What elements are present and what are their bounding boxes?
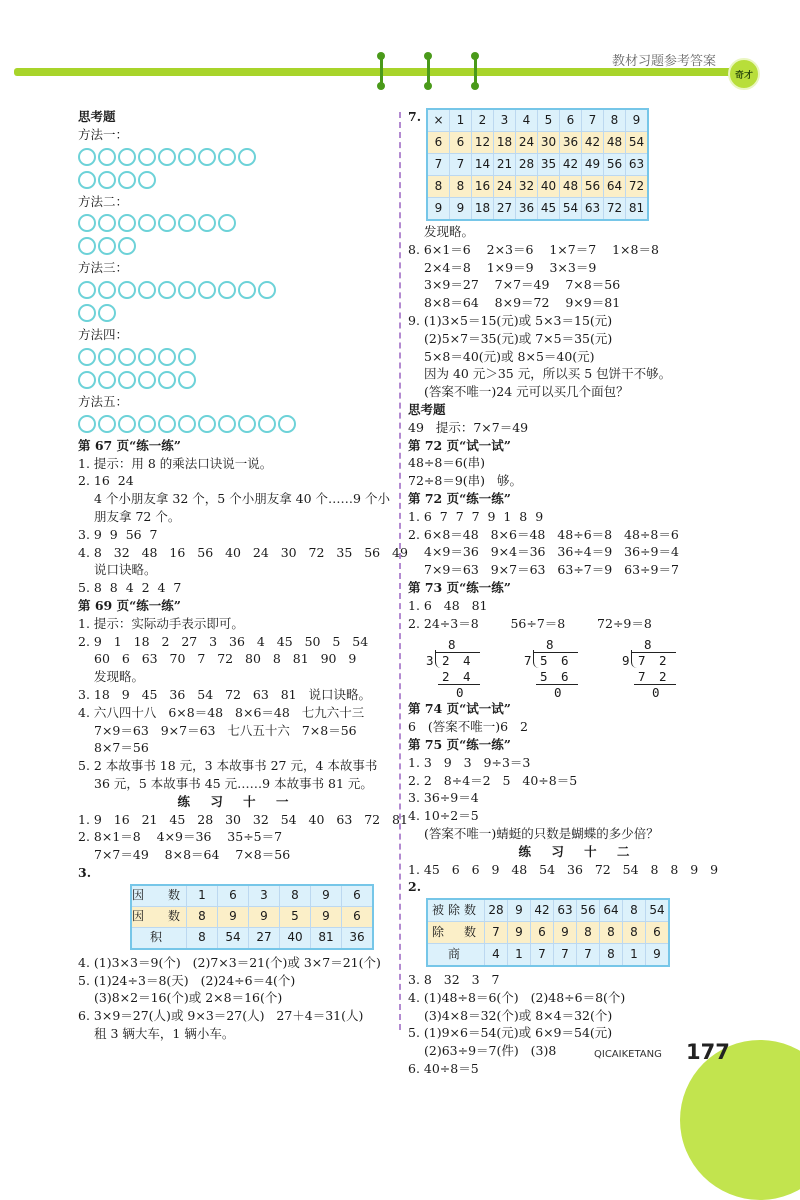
table-cell: 6 (450, 132, 472, 154)
circle-methods (78, 126, 396, 434)
answer-line: 2. 9 1 18 2 27 3 36 4 45 50 5 54 (78, 633, 369, 649)
answer-line: 6 (答案不唯一)6 2 (408, 719, 528, 735)
table-cell: 9 (508, 922, 531, 944)
table-row (427, 922, 669, 944)
circle-icon (118, 415, 136, 433)
multiplication-table (426, 108, 649, 221)
subtrahend: 7 2 (638, 669, 670, 685)
table-row (427, 154, 648, 176)
circle-icon (138, 348, 156, 366)
circle-icon (98, 304, 116, 322)
left-column (78, 108, 408, 1043)
circle-icon (198, 415, 216, 433)
table-cell: 7 (485, 922, 508, 944)
table-cell: 5 (538, 109, 560, 132)
answer-line: 49 提示：7×7＝49 (408, 419, 529, 435)
table-cell: 3 (249, 885, 280, 907)
table-cell: 36 (560, 132, 582, 154)
circle-icon (138, 371, 156, 389)
answer-line: (3)8×2＝16(个)或 2×8＝16(个) (94, 990, 283, 1006)
table-cell: 1 (187, 885, 218, 907)
circle-icon (98, 348, 116, 366)
header-rule (14, 68, 754, 76)
answer-line: 发现略。 (424, 224, 475, 239)
table-cell: 36 (516, 198, 538, 221)
answer-line: 4. 8 32 48 16 56 40 24 30 72 35 56 49 (78, 544, 408, 560)
answer-line: 2. 6×8＝48 8×6＝48 48÷6＝8 48÷8＝6 (408, 526, 679, 542)
table-cell: 8 (604, 109, 626, 132)
table-cell: 2 (472, 109, 494, 132)
table-cell: 42 (531, 899, 554, 922)
table-cell: 3 (494, 109, 516, 132)
circle-icon (78, 237, 96, 255)
table-cell: 7 (582, 109, 604, 132)
binder-pin-icon (472, 52, 478, 90)
table-cell: 8 (427, 176, 450, 198)
table-cell: 积 (131, 927, 187, 949)
answer-line: 2. 8×1＝8 4×9＝36 35÷5＝7 (78, 829, 283, 845)
table-cell: 1 (508, 944, 531, 967)
table-cell: 30 (538, 132, 560, 154)
circle-icon (118, 171, 136, 189)
circle-icon (198, 281, 216, 299)
table-cell: 4 (516, 109, 538, 132)
answer-line: 发现略。 (94, 669, 145, 685)
answer-line: 2. 24÷3＝8 56÷7＝8 72÷9＝8 (408, 615, 652, 631)
circle-icon (158, 148, 176, 166)
table-cell: 8 (577, 922, 600, 944)
answer-line: 1. 6 48 81 (408, 597, 488, 613)
table-cell: 8 (280, 885, 311, 907)
table-cell: 27 (249, 927, 280, 949)
section-title: 第 69 页“练一练” (78, 597, 181, 613)
table-cell: 12 (472, 132, 494, 154)
circle-row (78, 347, 396, 367)
table-cell: 64 (600, 899, 623, 922)
circle-icon (138, 171, 156, 189)
answer-line: 36 元，5 本故事书 45 元……9 本故事书 81 元。 (94, 775, 373, 791)
circle-icon (98, 415, 116, 433)
answer-line: 8×8＝64 8×9＝72 9×9＝81 (424, 295, 621, 311)
table-cell: 32 (516, 176, 538, 198)
circle-icon (238, 415, 256, 433)
circle-icon (118, 237, 136, 255)
section-title: 练 习 十 二 (518, 843, 638, 859)
circle-icon (98, 237, 116, 255)
subtrahend: 5 6 (540, 669, 572, 685)
circle-icon (178, 348, 196, 366)
table-cell: 35 (538, 154, 560, 176)
circle-icon (138, 415, 156, 433)
circle-icon (98, 148, 116, 166)
table-cell: 72 (604, 198, 626, 221)
answer-line: 2×4＝8 1×9＝9 3×3＝9 (424, 259, 597, 275)
answer-line: 3×9＝27 7×7＝49 7×8＝56 (424, 277, 621, 293)
table-cell: 8 (187, 906, 218, 927)
table-row (131, 906, 373, 927)
circle-row (78, 236, 396, 256)
table-cell: 64 (604, 176, 626, 198)
circle-icon (158, 415, 176, 433)
circle-icon (158, 281, 176, 299)
table-cell: 24 (494, 176, 516, 198)
table-cell: 1 (623, 944, 646, 967)
circle-icon (78, 281, 96, 299)
answer-line: (2)63÷9＝7(件) (3)8 (424, 1043, 557, 1059)
long-division (622, 636, 682, 701)
divisor: 7 (524, 653, 532, 669)
answer-line: 72÷8＝9(串) 够。 (408, 473, 522, 489)
quotient: 8 (448, 637, 459, 653)
footer-brand: QICAIKETANG (594, 1049, 662, 1060)
table-cell: 63 (582, 198, 604, 221)
table-cell: 40 (280, 927, 311, 949)
page-number: 177 (686, 1040, 730, 1064)
table-cell: 54 (646, 899, 670, 922)
table-cell: 因 数 (131, 885, 187, 907)
circle-icon (258, 281, 276, 299)
table-cell: 9 (450, 198, 472, 221)
table-cell: 56 (577, 899, 600, 922)
answer-line: 5. 2 本故事书 18 元，3 本故事书 27 元，4 本故事书 (78, 758, 378, 774)
answer-line: 5. 8 8 4 2 4 7 (78, 580, 182, 596)
answer-line: 6. 40÷8＝5 (408, 1061, 479, 1077)
circle-icon (98, 214, 116, 232)
circle-icon (78, 214, 96, 232)
answer-line: 1. 45 6 6 9 48 54 36 72 54 8 8 9 9 (408, 861, 719, 877)
table-cell: 6 (560, 109, 582, 132)
table-cell: 9 (646, 944, 670, 967)
table-cell: 27 (494, 198, 516, 221)
circle-icon (98, 371, 116, 389)
table-row (427, 944, 669, 967)
divisor: 9 (622, 653, 630, 669)
question-number: 7. (408, 109, 422, 124)
table-cell: 7 (450, 154, 472, 176)
answer-line: 4 个小朋友拿 32 个，5 个小朋友拿 40 个……9 个小 (94, 491, 390, 507)
circle-icon (118, 371, 136, 389)
section-title: 第 72 页“练一练” (408, 490, 511, 506)
answer-line: 4. 六八四十八 6×8＝48 8×6＝48 七九六十三 (78, 704, 365, 720)
circle-icon (218, 281, 236, 299)
long-division (426, 636, 486, 701)
table-cell: 4 (485, 944, 508, 967)
circle-icon (118, 148, 136, 166)
circle-icon (78, 415, 96, 433)
table-cell: 7 (577, 944, 600, 967)
section-title: 第 74 页“试一试” (408, 701, 511, 717)
division-table (426, 898, 670, 967)
page-header-title: 教材习题参考答案 (612, 54, 717, 69)
answer-line: 说口诀略。 (94, 562, 157, 578)
table-row (427, 109, 648, 132)
answer-line: 朋友拿 72 个。 (94, 508, 181, 524)
circle-icon (78, 148, 96, 166)
table-cell: 81 (311, 927, 342, 949)
answer-line: 1. 6 7 7 7 9 1 8 9 (408, 508, 544, 524)
brand-logo-icon: 奇才 (728, 58, 760, 90)
table-cell: 7 (531, 944, 554, 967)
circle-icon (178, 148, 196, 166)
circle-icon (258, 415, 276, 433)
section-title: 思考题 (408, 401, 446, 417)
answer-line: 48÷8＝6(串) (408, 455, 486, 471)
table-cell: 54 (560, 198, 582, 221)
table-cell: 商 (427, 944, 485, 967)
answer-line: (2)5×7＝35(元)或 7×5＝35(元) (424, 330, 613, 346)
table-cell: 18 (494, 132, 516, 154)
circle-icon (138, 214, 156, 232)
table-cell: 28 (516, 154, 538, 176)
table-cell: 6 (531, 922, 554, 944)
method-label: 方法二： (78, 193, 129, 209)
table-cell: 9 (626, 109, 649, 132)
answer-line: 5×8＝40(元)或 8×5＝40(元) (424, 348, 595, 364)
circle-icon (278, 415, 296, 433)
answer-line: 8. 6×1＝6 2×3＝6 1×7＝7 1×8＝8 (408, 241, 659, 257)
circle-icon (78, 348, 96, 366)
factor-product-table (130, 884, 374, 950)
answer-line: (答案不唯一)蜻蜓的只数是蝴蝶的多少倍？ (424, 825, 659, 841)
answer-line: 2. 2 8÷4＝2 5 40÷8＝5 (408, 772, 578, 788)
section-title: 练 习 十 一 (177, 793, 297, 809)
table-row (427, 198, 648, 221)
table-cell: 36 (342, 927, 374, 949)
circle-icon (158, 371, 176, 389)
answer-line: 4. (1)3×3＝9(个) (2)7×3＝21(个)或 3×7＝21(个) (78, 954, 381, 970)
circle-icon (118, 348, 136, 366)
table-cell: 14 (472, 154, 494, 176)
section-title: 第 75 页“练一练” (408, 736, 511, 752)
column-divider (399, 112, 401, 1030)
table-cell: 6 (342, 906, 374, 927)
method-label: 方法一： (78, 126, 129, 142)
table-cell: 9 (311, 885, 342, 907)
table-cell: 因 数 (131, 906, 187, 927)
table-cell: 9 (554, 922, 577, 944)
table-cell: 6 (218, 885, 249, 907)
circle-row (78, 147, 396, 167)
table-cell: 24 (516, 132, 538, 154)
table-cell: 48 (560, 176, 582, 198)
answer-line: 1. 提示：实际动手表示即可。 (78, 615, 244, 631)
table-cell: 54 (218, 927, 249, 949)
answer-line: 7×9＝63 9×7＝63 七八五十六 7×8＝56 (94, 722, 357, 738)
table-cell: 63 (626, 154, 649, 176)
method-label: 方法四： (78, 327, 129, 343)
long-division-row (426, 636, 748, 701)
circle-icon (158, 348, 176, 366)
circle-icon (238, 148, 256, 166)
table-cell: 42 (582, 132, 604, 154)
circle-icon (158, 214, 176, 232)
circle-icon (218, 214, 236, 232)
answer-line: 3. 9 9 56 7 (78, 526, 158, 542)
answer-line: 7×9＝63 9×7＝63 63÷7＝9 63÷9＝7 (424, 562, 679, 578)
table-cell: 56 (604, 154, 626, 176)
section-title: 第 73 页“练一练” (408, 579, 511, 595)
circle-icon (198, 214, 216, 232)
table-cell: 9 (218, 906, 249, 927)
circle-icon (178, 415, 196, 433)
answer-line: (3)4×8＝32(个)或 8×4＝32(个) (424, 1007, 613, 1023)
section-title: 第 72 页“试一试” (408, 437, 511, 453)
dividend: 2 4 (442, 653, 474, 669)
answer-line: 3. 8 32 3 7 (408, 972, 500, 988)
circle-row (78, 370, 396, 390)
table-cell: 63 (554, 899, 577, 922)
answer-line: 1. 提示：用 8 的乘法口诀说一说。 (78, 455, 273, 471)
section-title: 思考题 (78, 109, 116, 124)
circle-icon (118, 281, 136, 299)
answer-line: 3. (78, 864, 92, 880)
table-cell: 8 (450, 176, 472, 198)
table-cell: × (427, 109, 450, 132)
method-label: 方法三： (78, 260, 129, 276)
table-cell: 81 (626, 198, 649, 221)
answer-line: 4. 10÷2＝5 (408, 808, 479, 824)
table-cell: 21 (494, 154, 516, 176)
table-cell: 7 (427, 154, 450, 176)
circle-icon (218, 148, 236, 166)
answer-line: 2. 16 24 (78, 473, 134, 489)
table-cell: 56 (582, 176, 604, 198)
circle-icon (78, 304, 96, 322)
answer-line: 2. (408, 879, 422, 895)
table-row (131, 885, 373, 907)
table-cell: 8 (187, 927, 218, 949)
answer-line: 1. 9 16 21 45 28 30 32 54 40 63 72 81 (78, 811, 408, 827)
table-cell: 7 (554, 944, 577, 967)
answer-line: 3. 18 9 45 36 54 72 63 81 说口诀略。 (78, 686, 372, 702)
right-column (408, 108, 748, 1078)
circle-icon (118, 214, 136, 232)
dividend: 7 2 (638, 653, 670, 669)
binder-pin-icon (425, 52, 431, 90)
table-cell: 8 (623, 899, 646, 922)
table-row (427, 176, 648, 198)
remainder: 0 (456, 685, 464, 701)
table-cell: 8 (623, 922, 646, 944)
table-cell: 9 (311, 906, 342, 927)
divisor: 3 (426, 653, 434, 669)
table-cell: 6 (646, 922, 670, 944)
subtrahend: 2 4 (442, 669, 474, 685)
answer-line: 5. (1)9×6＝54(元)或 6×9＝54(元) (408, 1025, 613, 1041)
circle-icon (78, 371, 96, 389)
circle-icon (178, 281, 196, 299)
remainder: 0 (652, 685, 660, 701)
table-cell: 除 数 (427, 922, 485, 944)
table-cell: 49 (582, 154, 604, 176)
circle-icon (138, 148, 156, 166)
answer-line: 8×7＝56 (94, 740, 149, 756)
table-cell: 48 (604, 132, 626, 154)
circle-icon (178, 214, 196, 232)
table-row (427, 899, 669, 922)
table-cell: 6 (427, 132, 450, 154)
table-cell: 8 (600, 944, 623, 967)
answer-line: 4. (1)48÷8＝6(个) (2)48÷6＝8(个) (408, 989, 626, 1005)
table-cell: 16 (472, 176, 494, 198)
circle-icon (98, 171, 116, 189)
circle-row (78, 303, 396, 323)
circle-icon (98, 281, 116, 299)
table-cell: 42 (560, 154, 582, 176)
table-cell: 54 (626, 132, 649, 154)
table-cell: 6 (342, 885, 374, 907)
circle-icon (78, 171, 96, 189)
answer-line: (答案不唯一)24 元可以买几个面包？ (424, 384, 629, 400)
method-label: 方法五： (78, 393, 129, 409)
binder-pin-icon (378, 52, 384, 90)
answer-line: 租 3 辆大车，1 辆小车。 (94, 1025, 235, 1041)
table-cell: 45 (538, 198, 560, 221)
table-cell: 1 (450, 109, 472, 132)
answer-line: 5. (1)24÷3＝8(天) (2)24÷6＝4(个) (78, 972, 296, 988)
table-cell: 18 (472, 198, 494, 221)
circle-icon (138, 281, 156, 299)
table-row (131, 927, 373, 949)
section-title: 第 67 页“练一练” (78, 437, 181, 453)
table-cell: 8 (600, 922, 623, 944)
remainder: 0 (554, 685, 562, 701)
circle-icon (238, 281, 256, 299)
circle-icon (198, 148, 216, 166)
circle-row (78, 170, 396, 190)
answer-line: 3. 36÷9＝4 (408, 790, 479, 806)
table-cell: 40 (538, 176, 560, 198)
answer-line: 7×7＝49 8×8＝64 7×8＝56 (94, 847, 291, 863)
quotient: 8 (644, 637, 655, 653)
table-cell: 9 (427, 198, 450, 221)
answer-line: 9. (1)3×5＝15(元)或 5×3＝15(元) (408, 312, 613, 328)
table-cell: 5 (280, 906, 311, 927)
long-division (524, 636, 584, 701)
circle-row (78, 414, 396, 434)
quotient: 8 (546, 637, 557, 653)
answer-line: 6. 3×9＝27(人)或 9×3＝27(人) 27＋4＝31(人) (78, 1008, 364, 1024)
circle-icon (218, 415, 236, 433)
answer-line: 因为 40 元＞35 元，所以买 5 包饼干不够。 (424, 366, 672, 382)
table-cell: 9 (249, 906, 280, 927)
dividend: 5 6 (540, 653, 572, 669)
answer-line: 1. 3 9 3 9÷3＝3 (408, 754, 531, 770)
table-row (427, 132, 648, 154)
circle-row (78, 280, 396, 300)
answer-line: 60 6 63 70 7 72 80 8 81 90 9 (94, 651, 357, 667)
table-cell: 28 (485, 899, 508, 922)
circle-icon (178, 371, 196, 389)
table-cell: 被除数 (427, 899, 485, 922)
table-cell: 72 (626, 176, 649, 198)
answer-line: 4×9＝36 9×4＝36 36÷4＝9 36÷9＝4 (424, 544, 679, 560)
table-cell: 9 (508, 899, 531, 922)
circle-row (78, 213, 396, 233)
